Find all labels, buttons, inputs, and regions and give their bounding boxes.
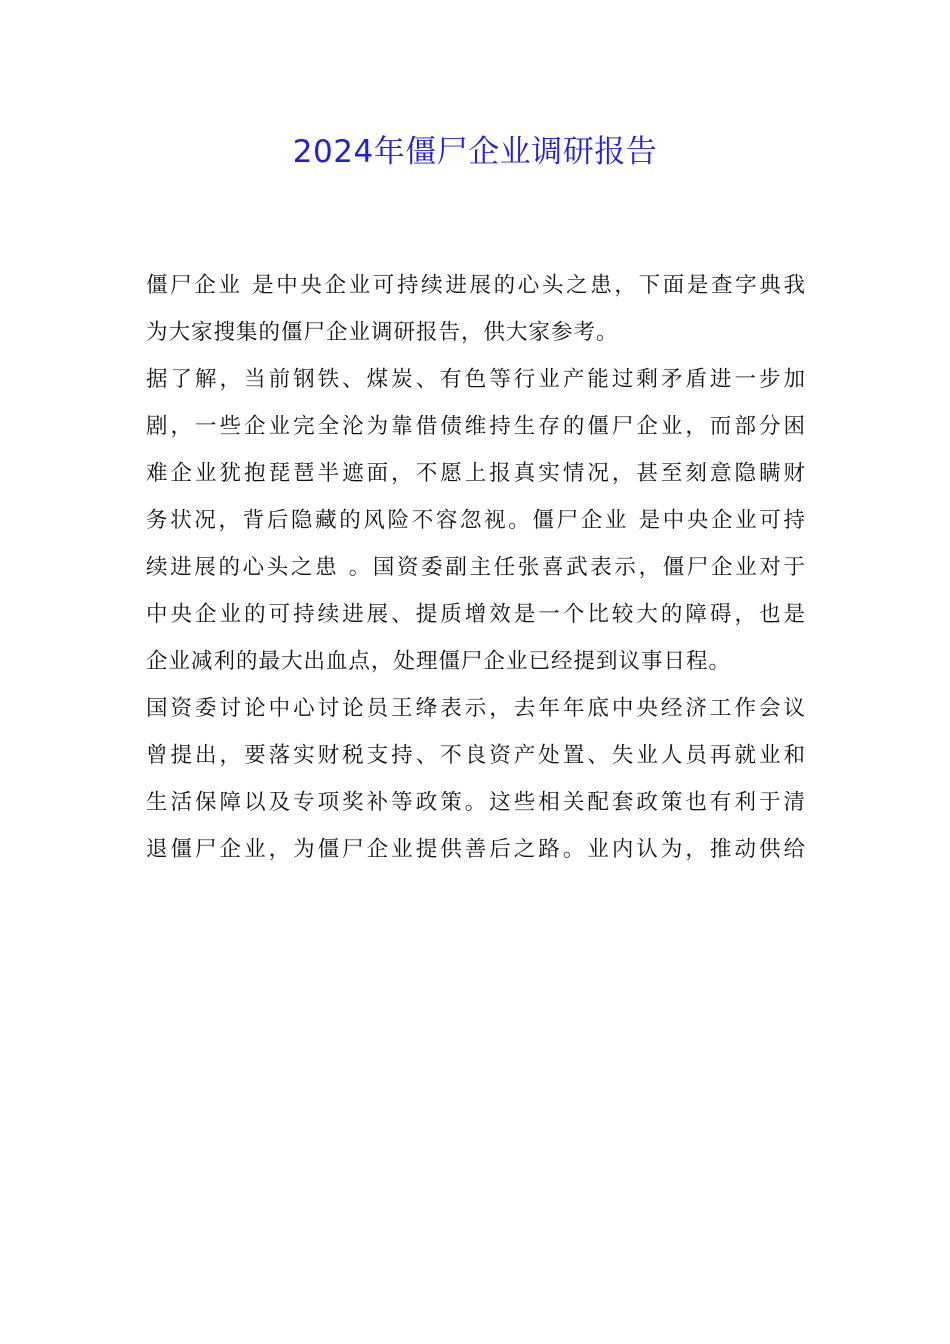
text-line: 续进展的心头之患 。国资委副主任张喜武表示，僵尸企业对于 [146, 555, 806, 580]
text-line: 务状况，背后隐藏的风险不容忽视。僵尸企业 是中央企业可持 [146, 508, 806, 533]
text-line: 生活保障以及专项奖补等政策。这些相关配套政策也有利于清 [146, 790, 806, 815]
text-line: 曾提出，要落实财税支持、不良资产处置、失业人员再就业和 [146, 743, 806, 768]
text-line: 僵尸企业 是中央企业可持续进展的心头之患，下面是查字典我 [146, 273, 806, 298]
text-line: 难企业犹抱琵琶半遮面，不愿上报真实情况，甚至刻意隐瞒财 [146, 461, 806, 486]
paragraph-policy [146, 685, 806, 873]
document-title: 2024年僵尸企业调研报告 [292, 134, 658, 170]
paragraph-intro [146, 262, 806, 356]
text-line: 国资委讨论中心讨论员王绛表示，去年年底中央经济工作会议 [146, 696, 806, 721]
text-line: 剧，一些企业完全沦为靠借债维持生存的僵尸企业，而部分困 [146, 414, 806, 439]
document-body [146, 262, 806, 873]
text-line: 中央企业的可持续进展、提质增效是一个比较大的障碍，也是 [146, 602, 806, 627]
text-line: 退僵尸企业，为僵尸企业提供善后之路。业内认为，推动供给 [146, 837, 806, 862]
text-line: 据了解，当前钢铁、煤炭、有色等行业产能过剩矛盾进一步加 [146, 367, 806, 392]
text-line: 企业减利的最大出血点，处理僵尸企业已经提到议事日程。 [146, 649, 732, 674]
text-line: 为大家搜集的僵尸企业调研报告，供大家参考。 [146, 320, 619, 345]
paragraph-background [146, 356, 806, 685]
